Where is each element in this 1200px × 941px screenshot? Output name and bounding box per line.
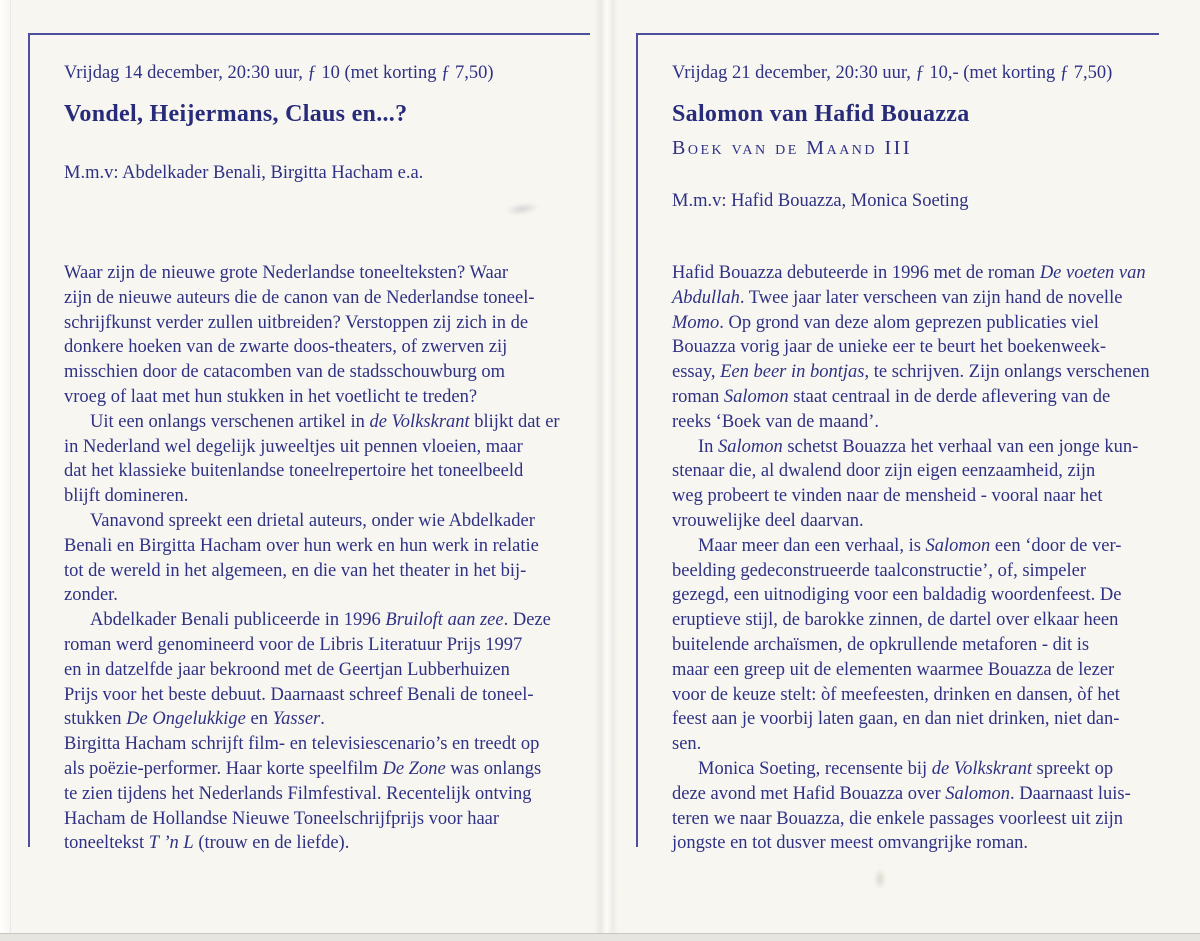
italic-title-text: Salomon (718, 436, 783, 457)
body-text-segment: . Deze (503, 610, 551, 631)
body-text-segment: tot de wereld in het algemeen, en die van het theater in het bij- (64, 560, 527, 581)
body-text-segment: essay, (672, 362, 721, 383)
body-text-segment: Waar zijn de nieuwe grote Nederlandse toneelteksten? Waar (64, 263, 509, 283)
body-line (64, 459, 560, 484)
italic-title-text: T ’n L (148, 833, 194, 854)
body-text-segment: staat centraal in de derde aflevering van de (788, 386, 1111, 407)
body-line (672, 658, 1150, 683)
italic-title-text: de Volkskrant (931, 758, 1032, 779)
body-line (672, 286, 1150, 311)
italic-title-text: De Zone (382, 758, 446, 779)
body-text-segment: Maar meer dan een verhaal, is (698, 535, 926, 556)
body-text-segment: . Daarnaast luis- (1010, 783, 1131, 804)
body-text-segment: , te schrijven. Zijn onlangs verschenen (864, 362, 1150, 383)
body-line (64, 831, 560, 856)
italic-title-text: Momo (672, 312, 720, 333)
body-text-segment: stenaar die, al dwalend door zijn eigen eenzaamheid, zijn (672, 461, 1096, 482)
body-text-segment: Hafid Bouazza debuteerde in 1996 met de roman (672, 263, 1040, 283)
body-line (64, 286, 560, 311)
body-text-segment: sen. (672, 734, 702, 755)
body-line (672, 534, 1150, 559)
body-text-segment: gezegd, een uitnodiging voor een baldadig woordenfeest. De (672, 585, 1122, 606)
body-line (64, 757, 560, 782)
body-line (672, 707, 1150, 732)
body-line (64, 608, 560, 633)
italic-title-text: Abdullah (672, 287, 740, 308)
body-text-segment: . Twee jaar later verscheen van zijn hand de novelle (739, 287, 1123, 308)
body-line (672, 782, 1150, 807)
body-text-segment: dat het klassieke buitenlandse toneelrepertoire het toneelbeeld (64, 461, 524, 482)
body-line (672, 459, 1150, 484)
body-text-segment: in Nederland wel degelijk juweeltjes uit pennen vloeien, maar (64, 436, 523, 457)
page-right (636, 33, 1159, 854)
body-line (64, 484, 560, 509)
body-text-segment: maar een greep uit de elementen waarmee Bouazza de lezer (672, 659, 1115, 680)
body-text-segment: vroeg of laat met hun stukken in het voetlicht te treden? (64, 386, 478, 407)
body-line (64, 658, 560, 683)
body-text-segment: Bouazza vorig jaar de unieke eer te beurt het boekenweek- (672, 337, 1107, 358)
body-text-segment: Uit een onlangs verschenen artikel in (90, 411, 370, 432)
body-line (64, 732, 560, 757)
italic-title-text: Bruiloft aan zee (385, 610, 504, 631)
participants-line: M.m.v: Abdelkader Benali, Birgitta Hacham e.a. (64, 163, 424, 183)
participants-line: M.m.v: Hafid Bouazza, Monica Soeting (672, 191, 969, 211)
body-text-segment: feest aan je voorbij laten gaan, en dan niet drinken, niet dan- (672, 709, 1120, 730)
body-text-segment: schrijfkunst verder zullen uitbreiden? Verstoppen zij zich in de (64, 312, 529, 333)
body-text-segment: schetst Bouazza het verhaal van een jonge kun- (782, 436, 1139, 457)
body-line (672, 559, 1150, 584)
body-line (64, 435, 560, 460)
event-title: Salomon van Hafid Bouazza (672, 101, 970, 127)
italic-title-text: De Ongelukkige (126, 709, 246, 730)
body-text-segment: Abdelkader Benali publiceerde in 1996 (90, 610, 386, 631)
body-text-segment: misschien door de catacomben van de stadsschouwburg om (64, 362, 505, 383)
body-line (672, 385, 1150, 410)
paper-smudge (874, 868, 886, 890)
body-line (672, 360, 1150, 385)
body-line (64, 633, 560, 658)
italic-title-text: Een beer in bontjas (720, 362, 865, 383)
body-line (64, 707, 560, 732)
body-line (672, 509, 1150, 534)
body-text-segment: was onlangs (445, 758, 542, 779)
body-line (672, 732, 1150, 757)
body-line (64, 509, 560, 534)
body-line (64, 583, 560, 608)
body-text-segment: Birgitta Hacham schrijft film- en televisiescenario’s en treedt op (64, 734, 540, 755)
italic-title-text: Salomon (925, 535, 991, 556)
body-text-segment: Vanavond spreekt een drietal auteurs, onder wie Abdelkader (90, 510, 535, 531)
body-text-segment: vrouwelijke deel daarvan. (672, 510, 864, 531)
body-text-segment: beelding gedeconstrueerde taalconstructie’, of, simpeler (672, 560, 1087, 581)
body-line (672, 608, 1150, 633)
page-left (28, 33, 590, 854)
body-text-segment: stukken (64, 709, 127, 730)
body-line (64, 683, 560, 708)
body-text-segment: weg probeert te vinden naar de mensheid - vooral naar het (672, 486, 1103, 507)
body-text-segment: . (320, 709, 325, 730)
body-line (64, 335, 560, 360)
body-line (672, 410, 1150, 435)
body-line (672, 633, 1150, 658)
italic-title-text: Salomon (723, 386, 789, 407)
body-line (672, 335, 1150, 360)
body-line (672, 683, 1150, 708)
body-text-segment: zonder. (64, 585, 118, 606)
body-line (64, 782, 560, 807)
body-line (64, 311, 560, 336)
body-text-segment: teren we naar Bouazza, die enkele passages voorleest uit zijn (672, 808, 1124, 829)
event-title: Vondel, Heijermans, Claus en...? (64, 101, 408, 127)
scan-edge-left (0, 0, 11, 941)
body-line (672, 807, 1150, 832)
body-text-segment: blijkt dat er (469, 411, 560, 432)
body-line (672, 757, 1150, 782)
body-text-segment: Prijs voor het beste debuut. Daarnaast schreef Benali de toneel- (64, 684, 534, 705)
body-text-segment: buitelende archaïsmen, de opkrullende metaforen - dit is (672, 634, 1090, 655)
body-text-segment: eruptieve stijl, de barokke zinnen, de dartel over elkaar heen (672, 610, 1119, 631)
body-text-segment: voor de keuze stelt: òf meefeesten, drinken en dansen, òf het (672, 684, 1120, 705)
body-text-segment: donkere hoeken van de zwarte doos-theaters, of zwerven zij (64, 337, 508, 358)
italic-title-text: Yasser (272, 709, 321, 730)
body-text-segment: als poëzie-performer. Haar korte speelfilm (64, 758, 383, 779)
body-line (64, 261, 560, 286)
body-text-segment: zijn de nieuwe auteurs die de canon van de Nederlandse toneel- (64, 287, 535, 308)
body-line (672, 311, 1150, 336)
italic-title-text: De voeten van (1039, 263, 1146, 283)
body-text-segment: toneeltekst (64, 833, 149, 854)
body-text-segment: Monica Soeting, recensente bij (698, 758, 932, 779)
body-text-segment: (trouw en de liefde). (193, 833, 350, 854)
page-fold (594, 0, 618, 941)
body-line (64, 410, 560, 435)
body-text-segment: Benali en Birgitta Hacham over hun werk en hun werk in relatie (64, 535, 539, 556)
event-date-line: Vrijdag 14 december, 20:30 uur, ƒ 10 (met korting ƒ 7,50) (64, 63, 494, 83)
body-line (672, 484, 1150, 509)
event-date-line: Vrijdag 21 december, 20:30 uur, ƒ 10,- (met korting ƒ 7,50) (672, 63, 1113, 83)
body-line (64, 360, 560, 385)
body-text-segment: deze avond met Hafid Bouazza over (672, 783, 946, 804)
body-text-segment: Hacham de Hollandse Nieuwe Toneelschrijfprijs voor haar (64, 808, 500, 829)
body-text (64, 261, 560, 856)
body-text-segment: blijft domineren. (64, 486, 189, 507)
body-text-segment: In (698, 436, 719, 457)
body-line (672, 435, 1150, 460)
body-line (672, 831, 1150, 856)
scan-edge-bottom (0, 933, 1200, 941)
body-line (672, 583, 1150, 608)
body-line (672, 261, 1150, 286)
body-text-segment: een ‘door de ver- (990, 535, 1122, 556)
body-text-segment: en in datzelfde jaar bekroond met de Geertjan Lubberhuizen (64, 659, 510, 680)
body-line (64, 807, 560, 832)
body-line (64, 385, 560, 410)
body-line (64, 559, 560, 584)
italic-title-text: Salomon (945, 783, 1011, 804)
body-text-segment: en (245, 709, 273, 730)
body-text-segment: te zien tijdens het Nederlands Filmfestival. Recentelijk ontving (64, 783, 532, 804)
event-subtitle: Boek van de Maand III (672, 137, 913, 159)
body-text-segment: spreekt op (1031, 758, 1114, 779)
body-text-segment: jongste en tot dusver meest omvangrijke roman. (672, 833, 1029, 854)
body-text-segment: . Op grond van deze alom geprezen publicaties viel (719, 312, 1099, 333)
italic-title-text: de Volkskrant (369, 411, 470, 432)
body-text (672, 261, 1150, 856)
body-text-segment: reeks ‘Boek van de maand’. (672, 411, 880, 432)
body-text-segment: roman (672, 386, 724, 407)
body-text-segment: roman werd genomineerd voor de Libris Literatuur Prijs 1997 (64, 634, 523, 655)
body-line (64, 534, 560, 559)
